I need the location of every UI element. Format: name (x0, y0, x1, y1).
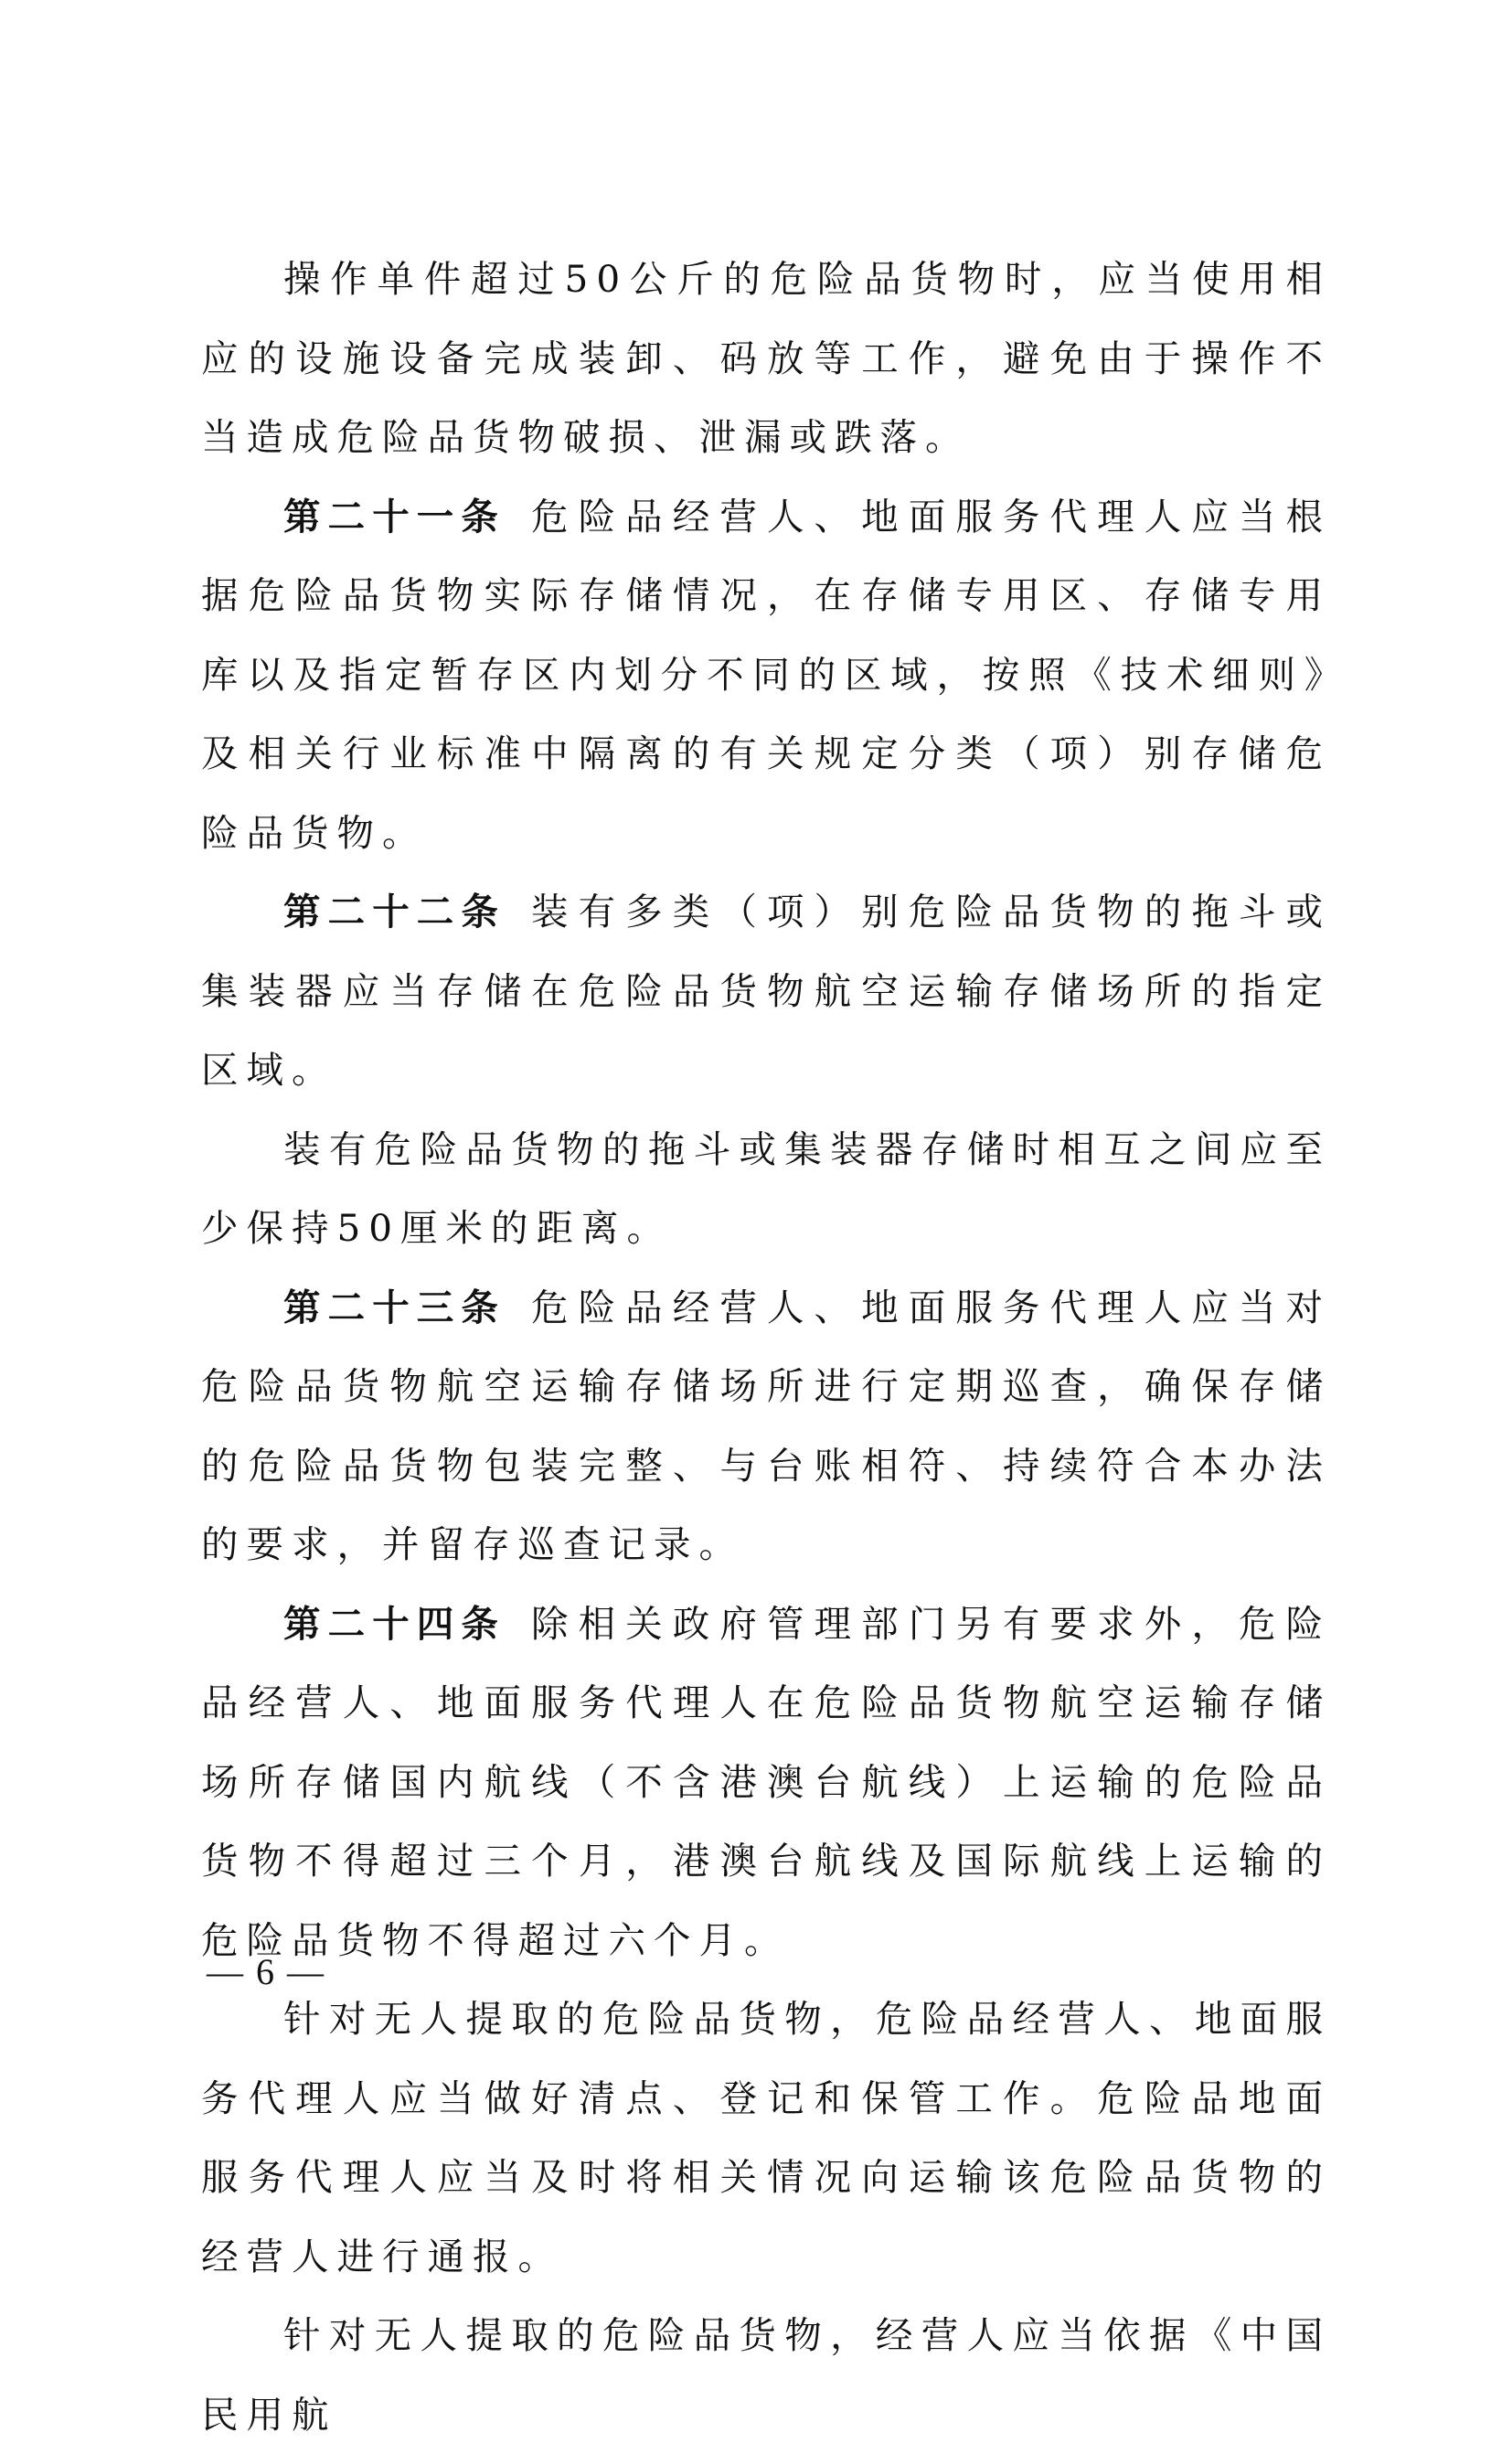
article-heading: 第二十二条 (283, 890, 506, 934)
paragraph-text: 危险品经营人、地面服务代理人应当根据危险品货物实际存储情况，在存储专用区、存储专用库以及指定暂存区内划分不同的区域，按照《技术细则》及相关行业标准中隔离的有关规定分类（项）别存储危险品货物。 (201, 494, 1332, 855)
paragraph-article-21 (201, 477, 1331, 873)
paragraph-text: 装有危险品货物的拖斗或集装器存储时相互之间应至少保持50厘米的距离。 (201, 1126, 1331, 1250)
page-number: — 6 — (207, 1951, 325, 1992)
body-text (201, 240, 1331, 2454)
paragraph-1 (201, 240, 1331, 477)
article-heading: 第二十四条 (283, 1601, 506, 1646)
paragraph-4 (201, 1110, 1331, 1268)
paragraph-7 (201, 1979, 1331, 2296)
paragraph-text: 危险品经营人、地面服务代理人应当对危险品货物航空运输存储场所进行定期巡查，确保存储的危险品货物包装完整、与台账相符、持续符合本办法的要求，并留存巡查记录。 (201, 1285, 1332, 1566)
paragraph-text: 针对无人提取的危险品货物，危险品经营人、地面服务代理人应当做好清点、登记和保管工作。危险品地面服务代理人应当及时将相关情况向运输该危险品货物的经营人进行通报。 (201, 1997, 1331, 2278)
paragraph-text: 操作单件超过50公斤的危险品货物时，应当使用相应的设施设备完成装卸、码放等工作，避免由于操作不当造成危险品货物破损、泄漏或跌落。 (201, 257, 1331, 459)
paragraph-text: 针对无人提取的危险品货物，经营人应当依据《中国民用航 (201, 2313, 1331, 2437)
paragraph-text: 装有多类（项）别危险品货物的拖斗或集装器应当存储在危险品货物航空运输存储场所的指定区域。 (201, 890, 1332, 1092)
paragraph-text: 除相关政府管理部门另有要求外，危险品经营人、地面服务代理人在危险品货物航空运输存储场所存储国内航线（不含港澳台航线）上运输的危险品货物不得超过三个月，港澳台航线及国际航线上运输的危险品货物不得超过六个月。 (201, 1601, 1332, 1962)
paragraph-article-24 (201, 1584, 1331, 1980)
paragraph-article-22 (201, 872, 1331, 1110)
article-heading: 第二十一条 (283, 494, 506, 539)
article-heading: 第二十三条 (283, 1285, 506, 1329)
paragraph-article-23 (201, 1268, 1331, 1584)
paragraph-8 (201, 2296, 1331, 2454)
